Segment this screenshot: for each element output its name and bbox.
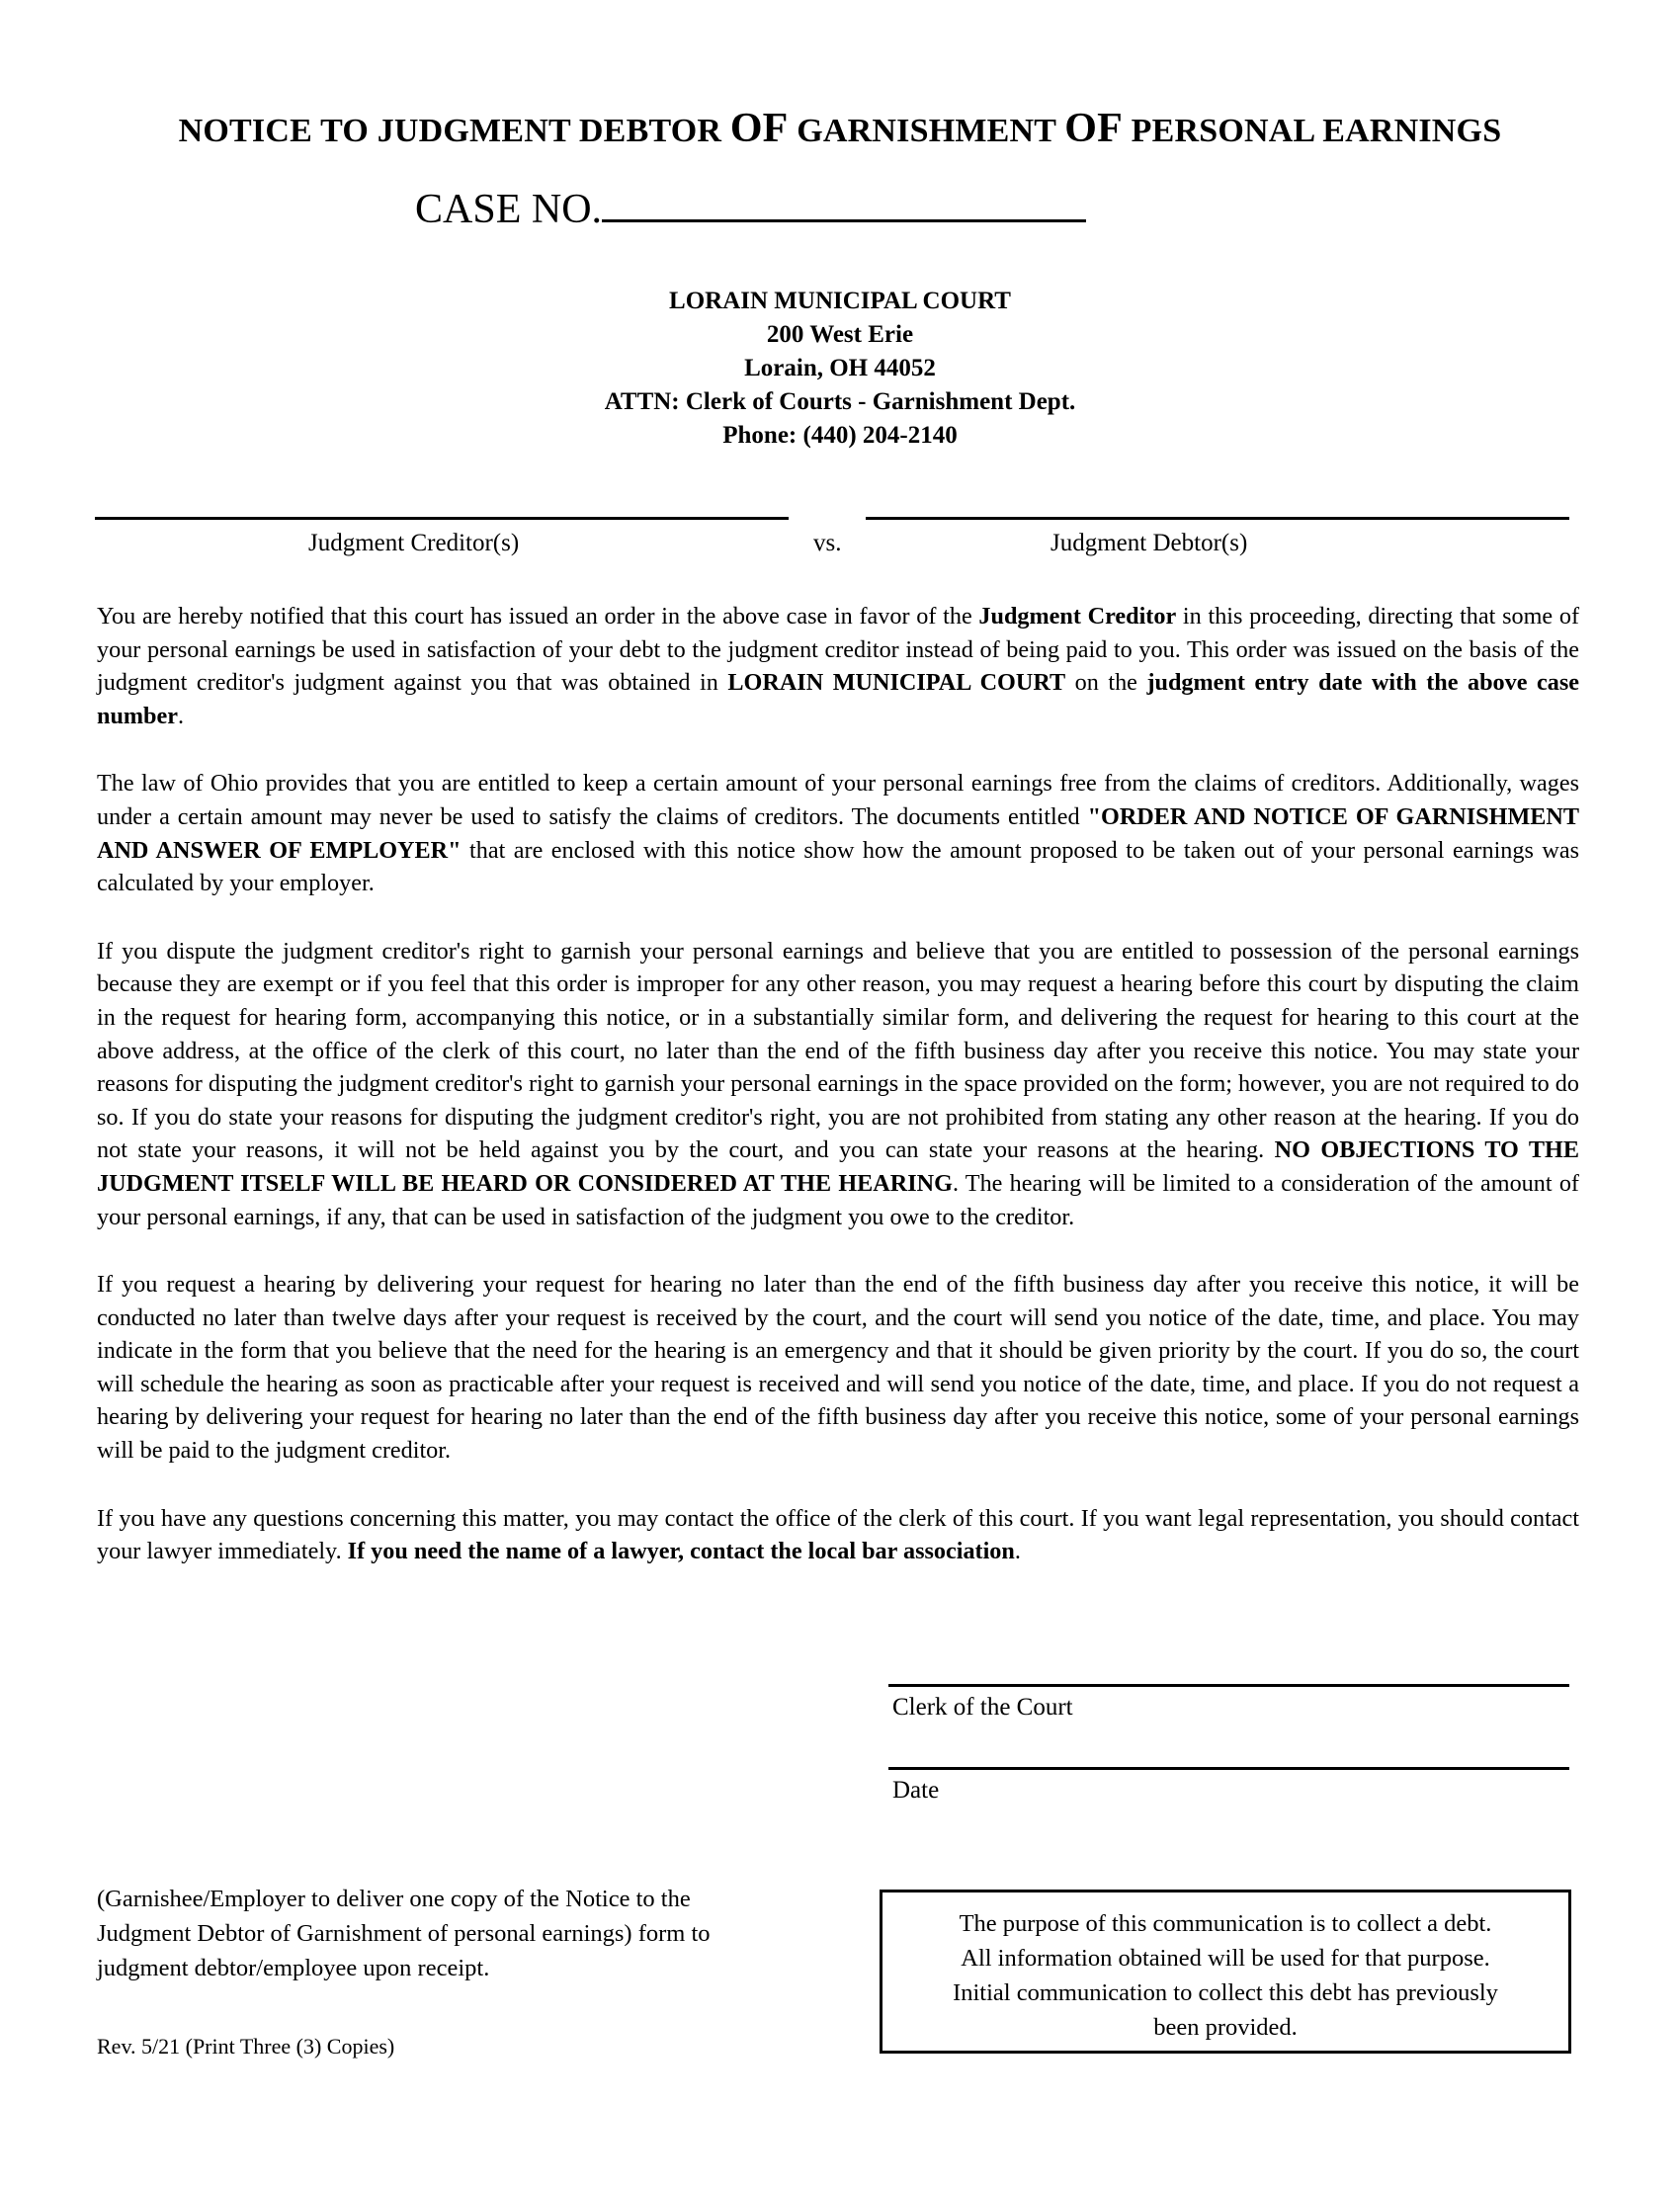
court-attn: ATTN: Clerk of Courts - Garnishment Dept. (604, 388, 1076, 415)
document-title (0, 105, 1680, 152)
title-of-2: OF (1064, 106, 1123, 151)
judgment-debtor-label: Judgment Debtor(s) (1050, 530, 1248, 556)
garnishee-instruction: (Garnishee/Employer to deliver one copy of the Notice to the Judgment Debtor of Garnishment of personal earnings) form to judgment debtor/employee upon receipt. (97, 1886, 711, 1981)
title-part-3: PERSONAL EARNINGS (1122, 113, 1502, 149)
versus-label: vs. (813, 530, 842, 556)
debt-notice-line: The purpose of this communication is to collect a debt. (959, 1910, 1492, 1937)
notice-body (97, 600, 1579, 1603)
paragraph-5: If you have any questions concerning this matter, you may contact the office of the clerk of this court. If you want legal representation, you should contact your lawyer immediately. If you need the name of a lawyer, contact the local bar association. (97, 1504, 1579, 1565)
case-number-field[interactable] (602, 186, 1086, 222)
judgment-creditor-field[interactable] (95, 517, 789, 520)
revision-note: Rev. 5/21 (Print Three (3) Copies) (97, 2034, 395, 2059)
debt-notice-line: All information obtained will be used for that purpose. (961, 1945, 1490, 1972)
court-phone: Phone: (440) 204-2140 (722, 422, 958, 449)
case-number-label: CASE NO. (415, 187, 603, 232)
judgment-debtor-field[interactable] (866, 517, 1569, 520)
paragraph-3: If you dispute the judgment creditor's right to garnish your personal earnings and believe that you are entitled to possession of the personal earnings because they are exempt or if you feel that this order is improper for any other reason, you may request a hearing before this court by disputing the claim in the request for hearing form, accompanying this notice, or in a substantially similar form, and delivering the request for hearing to this court at the above address, at the office of the clerk of this court, no later than the end of the fifth business day after you receive this notice. You may state your reasons for disputing the judgment creditor's right to garnish your personal earnings in the space provided on the form; however, you are not required to do so. If you do state your reasons for disputing the judgment creditor's right, you are not prohibited from stating any other reason at the hearing. If you do not state your reasons, it will not be held against you by the court, and you can state your reasons at the hearing. NO OBJECTIONS TO THE JUDGMENT ITSELF WILL BE HEARD OR CONSIDERED AT THE HEARING. The hearing will be limited to a consideration of the amount of your personal earnings, if any, that can be used in satisfaction of the judgment you owe to the creditor. (97, 937, 1579, 1230)
court-city: Lorain, OH 44052 (744, 355, 936, 381)
debt-notice-line: Initial communication to collect this debt has previously (953, 1979, 1498, 2006)
debt-collection-notice (880, 1890, 1571, 2054)
court-address (0, 285, 1680, 453)
court-name: LORAIN MUNICIPAL COURT (669, 288, 1011, 314)
title-of-1: OF (729, 106, 789, 151)
paragraph-2: The law of Ohio provides that you are entitled to keep a certain amount of your personal earnings free from the claims of creditors. Additionally, wages under a certain amount may never be used to satisfy the claims of creditors. The documents entitled "ORDER AND NOTICE OF GARNISHMENT AND ANSWER OF EMPLOYER" that are enclosed with this notice show how the amount proposed to be taken out of your personal earnings was calculated by your employer. (97, 770, 1580, 897)
judgment-creditor-label: Judgment Creditor(s) (308, 530, 520, 556)
date-label: Date (892, 1777, 940, 1804)
court-street: 200 West Erie (766, 321, 914, 348)
debt-notice-line: been provided. (1153, 2014, 1298, 2041)
paragraph-4: If you request a hearing by delivering your request for hearing no later than the end of the fifth business day after you receive this notice, it will be conducted no later than twelve days after your request is received by the court, and the court will send you notice of the date, time, and place. You may indicate in the form that you believe that the need for the hearing is an emergency and that it should be given priority by the court. If you do so, the court will schedule the hearing as soon as practicable after your request is received and will send you notice of the date, time, and place. If you do not request a hearing by delivering your request for hearing no later than the end of the fifth business day after you receive this notice, some of your personal earnings will be paid to the judgment creditor. (97, 1271, 1579, 1465)
case-number-row (415, 186, 1086, 233)
title-part-1: NOTICE TO JUDGMENT DEBTOR (178, 113, 730, 149)
clerk-of-court-label: Clerk of the Court (892, 1694, 1073, 1721)
clerk-signature-field[interactable] (888, 1684, 1569, 1687)
title-part-2: GARNISHMENT (788, 113, 1065, 149)
date-field[interactable] (888, 1767, 1569, 1770)
paragraph-1: You are hereby notified that this court has issued an order in the above case in favor of the Judgment Creditor in this proceeding, directing that some of your personal earnings be used in satisfaction of your debt to the judgment creditor instead of being paid to you. This order was issued on the basis of the judgment creditor's judgment against you that was obtained in LORAIN MUNICIPAL COURT on the judgment entry date with the above case number. (97, 603, 1580, 729)
